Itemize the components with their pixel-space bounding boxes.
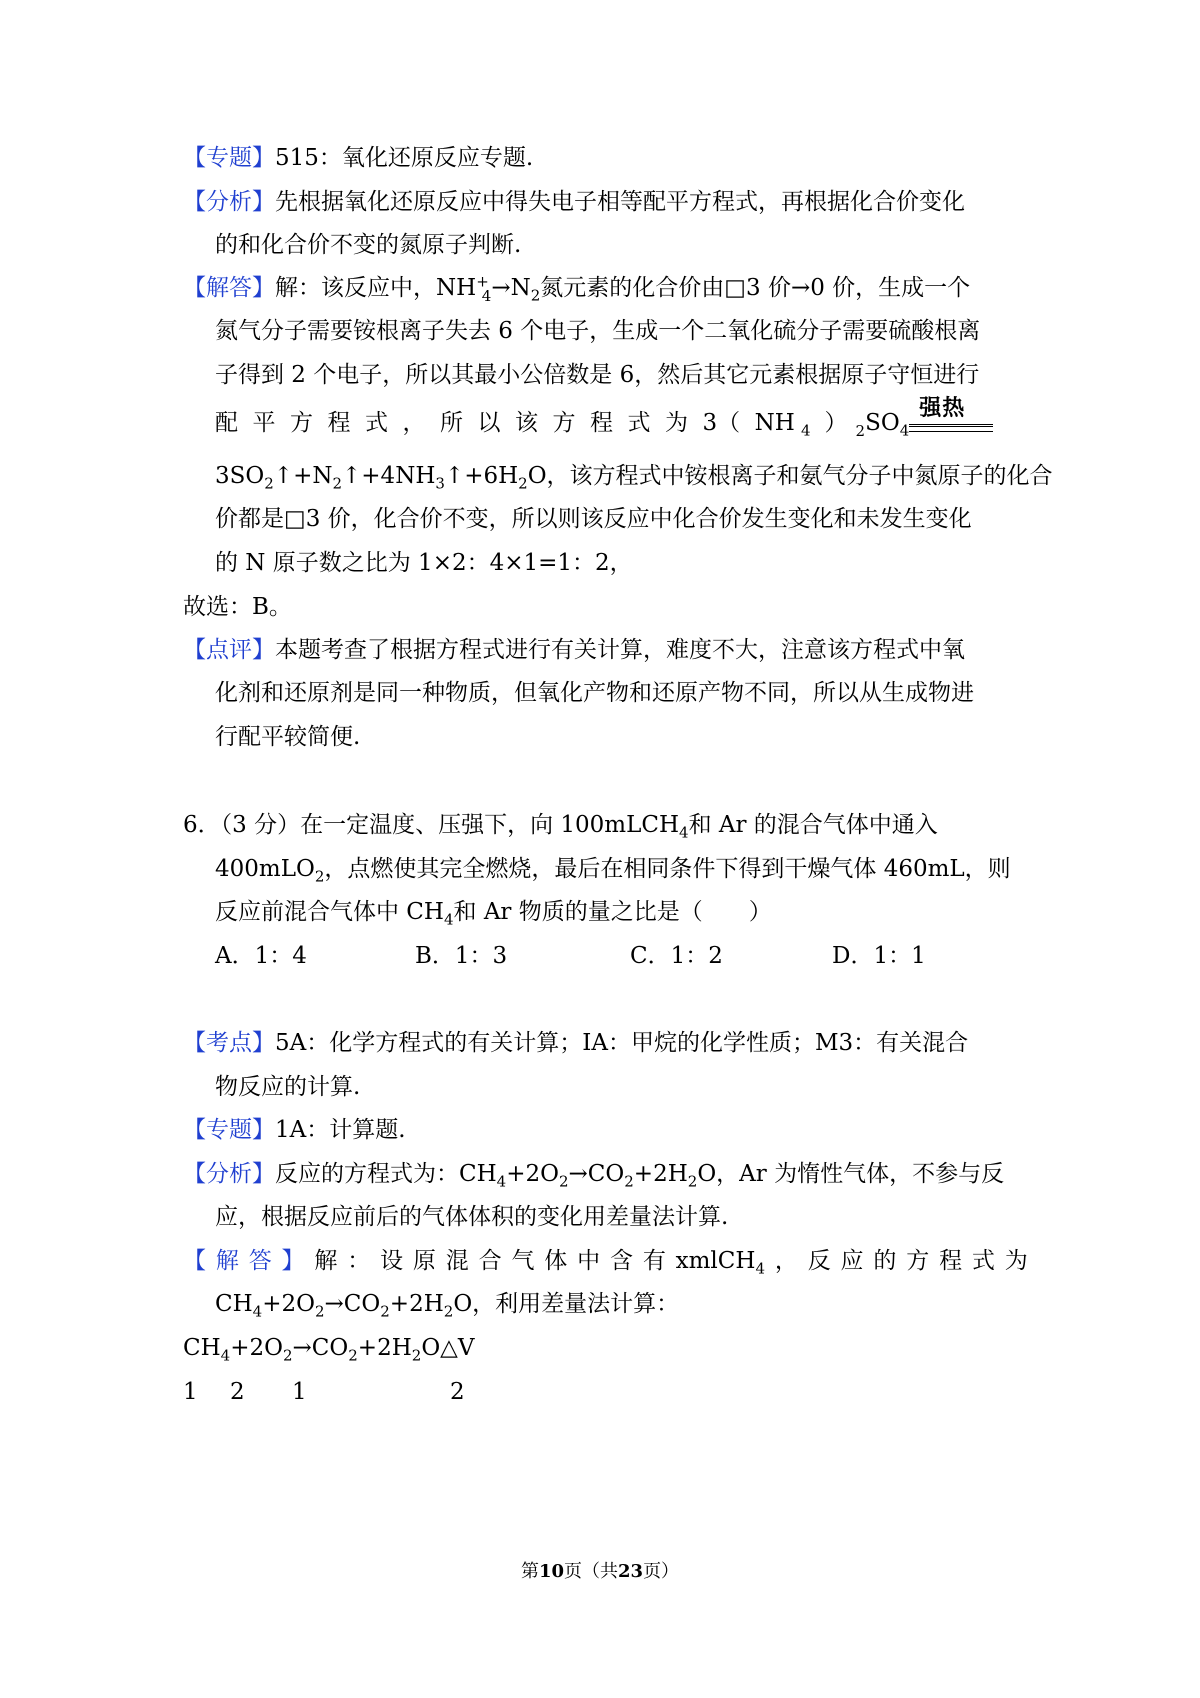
- subscript: 4: [252, 1302, 263, 1321]
- answer-line-3: 子得到 2 个电子，所以其最小公倍数是 6，然后其它元素根据原子守恒进行: [215, 362, 980, 388]
- subscript: 4: [496, 1172, 507, 1191]
- subscript: 2: [314, 867, 325, 886]
- spread-char: 平: [252, 410, 276, 436]
- subscript: 2: [624, 1172, 634, 1191]
- answer-line-5: [215, 461, 1053, 491]
- comment-line-2: 化剂和还原剂是同一种物质，但氧化产物和还原产物不同，所以从生成物进: [215, 680, 974, 706]
- spread-char: 为: [665, 410, 688, 436]
- comment-line-3: 行配平较简便.: [215, 724, 361, 750]
- subscript: 2: [687, 1172, 698, 1191]
- subscript: 4: [755, 1259, 765, 1278]
- answer2-tag-char: 】: [281, 1248, 305, 1274]
- subscript: 4: [220, 1346, 231, 1365]
- spread-char: 解: [314, 1248, 338, 1274]
- answer2-tag-char: 解: [215, 1248, 239, 1274]
- analysis-line-2: 的和化合价不变的氮原子判断.: [215, 232, 522, 258]
- text: 反应前混合气体中 CH: [215, 899, 444, 925]
- spread-char: xmlCH: [675, 1248, 756, 1274]
- text: ，点燃使其完全燃烧，最后在相同条件下得到干燥气体 460mL，则: [324, 856, 1011, 882]
- subscript: 2: [264, 474, 274, 493]
- topic-tag: 【专题】: [183, 145, 275, 171]
- topic-line: [183, 143, 533, 173]
- analysis2-line-2: 应，根据反应前后的气体体积的变化用差量法计算.: [215, 1204, 729, 1230]
- equation-line: [183, 1333, 474, 1363]
- analysis2-line-1: [183, 1159, 1004, 1189]
- spread-char: 体: [544, 1248, 568, 1274]
- text: 氮元素的化合价由□3 价→0 价，生成一个: [540, 275, 971, 301]
- subscript: 2: [380, 1302, 390, 1321]
- spread-char: 的: [873, 1248, 897, 1274]
- spread-char: ，: [774, 1248, 798, 1274]
- spread-char: 混: [445, 1248, 469, 1274]
- spread-char: 有: [642, 1248, 666, 1274]
- spread-char: 为: [1004, 1248, 1028, 1274]
- text: →N: [491, 275, 531, 301]
- text: 和 Ar 的混合气体中通入: [688, 812, 938, 838]
- subscript: 2: [530, 286, 541, 305]
- options-row: [215, 941, 975, 971]
- subscript: 2: [332, 474, 343, 493]
- text: SO: [865, 410, 900, 436]
- spread-char: 该: [515, 410, 538, 436]
- answer-line-6: 价都是□3 价，化合价不变，所以则该反应中化合价发生变化和未发生变化: [215, 506, 972, 532]
- subscript: 4: [443, 910, 454, 929]
- total-pages: 23: [618, 1561, 644, 1582]
- text: →CO: [292, 1335, 349, 1361]
- question-line-1: [183, 810, 938, 840]
- answer-line-2: 氮气分子需要铵根离子失去 6 个电子，生成一个二氧化硫分子需要硫酸根离: [215, 318, 981, 344]
- spread-words: [183, 1246, 1028, 1276]
- option-a[interactable]: A．1：4: [215, 943, 307, 969]
- answer2-line-1: [183, 1246, 1028, 1276]
- spread-char: 应: [840, 1248, 864, 1274]
- text: ↑+4NH: [342, 463, 436, 489]
- comment-line-1: [183, 635, 965, 665]
- analysis-line-1: [183, 187, 965, 217]
- page-footer: [0, 1560, 1200, 1584]
- text: 反应的方程式为：CH: [275, 1161, 497, 1187]
- subscript: 2: [558, 1172, 569, 1191]
- spread-char: 合: [478, 1248, 502, 1274]
- spread-char: 程: [939, 1248, 963, 1274]
- spread-char: ：: [347, 1248, 371, 1274]
- answer2-tag-char: 【: [183, 1248, 206, 1274]
- subscript: 2: [518, 474, 528, 493]
- subscript: 2: [855, 421, 866, 440]
- text: O，利用差量法计算：: [453, 1291, 680, 1317]
- reaction-arrow: [909, 396, 993, 438]
- spread-char: 式: [365, 410, 388, 436]
- text: +2O: [230, 1335, 283, 1361]
- subscript: 2: [314, 1302, 325, 1321]
- subscript: 2: [411, 1346, 422, 1365]
- point-line-2: 物反应的计算.: [215, 1074, 361, 1100]
- option-c[interactable]: C．1：2: [630, 943, 723, 969]
- coef-2: 2: [230, 1379, 245, 1405]
- footer-text: 页）: [643, 1561, 680, 1582]
- topic2-line: [183, 1115, 406, 1145]
- subscript: 2: [443, 1302, 454, 1321]
- topic-text: 515：氧化还原反应专题.: [275, 145, 534, 171]
- subscript: 4: [679, 823, 689, 842]
- superscript: +: [476, 272, 489, 291]
- option-d[interactable]: D．1：1: [832, 943, 926, 969]
- spread-char: 式: [627, 410, 651, 436]
- coef-3: 1: [292, 1379, 307, 1405]
- spread-char: 设: [380, 1248, 404, 1274]
- spread-char: 原: [412, 1248, 436, 1274]
- point-tag: 【考点】: [183, 1030, 275, 1056]
- spread-char: 配: [215, 410, 238, 436]
- text: 和 Ar 物质的量之比是（ ）: [453, 899, 772, 925]
- text: 解：该反应中，NH: [275, 275, 477, 301]
- subscript: 4: [801, 421, 811, 440]
- answer2-line-2: [215, 1289, 679, 1319]
- spread-char: NH: [754, 410, 795, 436]
- spread-char: 式: [971, 1248, 995, 1274]
- subscript: 4: [481, 286, 492, 305]
- spread-char: 程: [590, 410, 613, 436]
- text: O△V: [421, 1335, 475, 1361]
- text: →CO: [568, 1161, 625, 1187]
- text: CH: [183, 1335, 221, 1361]
- subscript: 4: [899, 421, 910, 440]
- answer-line-1: [183, 273, 970, 303]
- analysis2-tag: 【分析】: [183, 1161, 275, 1187]
- spread-char: ，: [402, 410, 426, 436]
- footer-text: 第: [520, 1561, 539, 1582]
- text: +2O: [262, 1291, 315, 1317]
- option-b[interactable]: B．1：3: [415, 943, 508, 969]
- text: O，该方程式中铵根离子和氨气分子中氮原子的化合: [527, 463, 1053, 489]
- text: +2H: [389, 1291, 444, 1317]
- analysis-text: 先根据氧化还原反应中得失电子相等配平方程式，再根据化合价变化: [275, 189, 965, 215]
- text: ↑+6H: [444, 463, 519, 489]
- topic2-tag: 【专题】: [183, 1117, 275, 1143]
- spread-char: 程: [327, 410, 351, 436]
- coef-4: 2: [450, 1379, 465, 1405]
- spread-char: 气: [511, 1248, 535, 1274]
- spread-char: 含: [609, 1248, 633, 1274]
- subscript: 2: [348, 1346, 358, 1365]
- answer-tag: 【解答】: [183, 275, 275, 301]
- spread-char: 方: [552, 410, 576, 436]
- spread-char: 反: [807, 1248, 831, 1274]
- subscript: 2: [282, 1346, 293, 1365]
- choice-line: 故选：B。: [183, 594, 292, 620]
- point-line-1: [183, 1028, 968, 1058]
- text: CH: [215, 1291, 253, 1317]
- text: 3SO: [215, 463, 265, 489]
- text: O，Ar 为惰性气体，不参与反: [697, 1161, 1005, 1187]
- coef-1: 1: [183, 1379, 198, 1405]
- text: 400mLO: [215, 856, 315, 882]
- text: 1A：计算题.: [275, 1117, 406, 1143]
- analysis-tag: 【分析】: [183, 189, 275, 215]
- spread-words: [215, 408, 795, 438]
- spread-char: 方: [906, 1248, 930, 1274]
- spread-char: 3（: [702, 410, 741, 436]
- text: ）: [824, 410, 848, 436]
- text: →CO: [324, 1291, 381, 1317]
- reaction-condition: 强热: [919, 396, 966, 421]
- spread-char: 中: [577, 1248, 601, 1274]
- footer-text: 页（共: [564, 1561, 618, 1582]
- equal-bars: [909, 424, 993, 432]
- spread-char: 方: [290, 410, 313, 436]
- text: +2O: [506, 1161, 559, 1187]
- spread-char: 以: [477, 410, 501, 436]
- question-line-2: [215, 854, 1011, 884]
- answer-line-4: [215, 396, 1028, 440]
- answer2-tag-char: 答: [248, 1248, 272, 1274]
- answer-line-7: 的 N 原子数之比为 1×2：4×1=1：2，: [215, 550, 633, 576]
- comment-tag: 【点评】: [183, 637, 275, 663]
- text: +2H: [357, 1335, 412, 1361]
- page-number: 10: [538, 1561, 564, 1582]
- formula: [676, 1246, 765, 1276]
- text: 6．（3 分）在一定温度、压强下，向 100mLCH: [183, 812, 680, 838]
- text: 5A：化学方程式的有关计算；IA：甲烷的化学性质；M3：有关混合: [275, 1030, 969, 1056]
- text: [801, 408, 909, 438]
- text: +2H: [633, 1161, 688, 1187]
- spread-char: 所: [440, 410, 463, 436]
- text: 本题考查了根据方程式进行有关计算，难度不大，注意该方程式中氧: [275, 637, 965, 663]
- text: ↑+N: [273, 463, 333, 489]
- question-line-3: [215, 897, 772, 927]
- subscript: 3: [435, 474, 445, 493]
